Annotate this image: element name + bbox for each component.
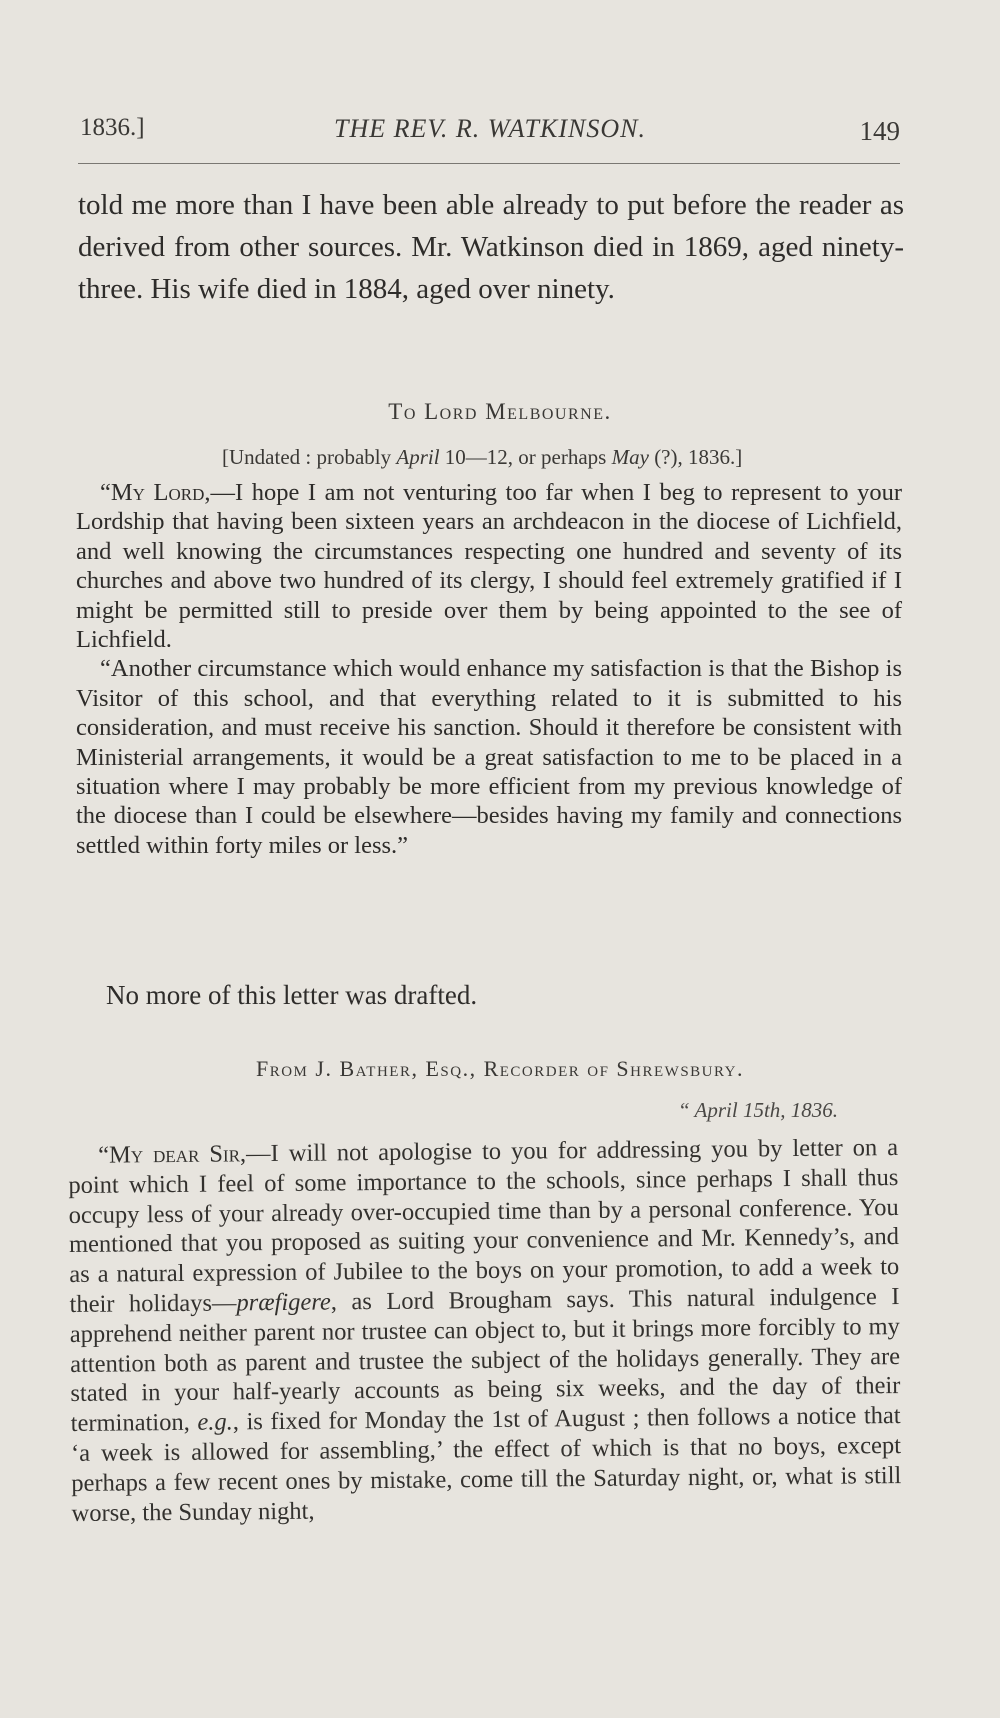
date-month-april: April [396,445,440,469]
letter2-paragraph: “My dear Sir,—I will not apologise to you for addressing you by letter on a point which I feel of some importance to the schools, since perhaps I shall thus occupy less of your already over-occupied time than by a personal conference. You mentioned that you proposed as suiting your convenience and Mr. Kennedy’s, and as a natural expression of Jubilee to the boys on your promotion, to add a week to their holidays—præfigere, as Lord Brougham says. This natural indulgence I apprehend neither parent nor trustee can object to, but it brings more forcibly to my attention both as parent and trustee the subject of the holidays generally. They are stated in your half-yearly accounts as being six weeks, and the day of their termination, e.g., is fixed for Monday the 1st of August ; then follows a notice that ‘a week is allowed for assembling,’ the effect of which is that no boys, except perhaps a few recent ones by mistake, come till the Saturday night, or, what is still worse, the Sunday night, [68,1134,902,1527]
header-rule [78,163,900,164]
intro-paragraph: told me more than I have been able already to put before the reader as derived from other sources. Mr. Watkinson died in 1869, aged ninety-three. His wife died in 1884, aged over ninety. [78,189,904,305]
letter2-body [68,1133,902,1528]
letter1-p1-text: —I hope I am not venturing too far when I beg to represent to your Lordship that having been sixteen years an archdeacon in the diocese of Lichfield, and well knowing the circumstances respecting one hundred and seventy of its churches and above two hundred of its clergy, I should feel extremely gratified if I might be permitted still to preside over them by being appointed to the see of Lichfield. [76,479,903,654]
letter1-body [76,478,902,860]
date-middle: 10—12, or perhaps [439,445,612,469]
letter1-heading: To Lord Melbourne. [388,399,612,424]
date-suffix: (?), 1836.] [648,445,743,469]
date-month-may: May [611,445,649,469]
letter1-salutation: My Lord, [110,479,211,506]
letter2-text-2: , as Lord Brougham says. This natural indulgence I apprehend neither parent nor trustee can object to, but it brings more forcibly to my attention both as parent and trustee the subject of the holidays generally. They are stated in your half-yearly accounts as being six weeks, and the day of their termination, [69,1283,901,1438]
letter2-dateline: “ April 15th, 1836. [678,1098,839,1122]
letter2-heading: From J. Bather, Esq., Recorder of Shrewsbury. [255,1056,745,1081]
editorial-note: No more of this letter was drafted. [106,980,478,1010]
page-number: 149 [859,116,900,146]
latin-word: præfigere [236,1288,331,1317]
letter1-paragraph-2: “Another circumstance which would enhance my satisfaction is that the Bishop is Visitor of this school, and that everything related to it is submitted to his consideration, and must receive his sanction. Should it therefore be consistent with Ministerial arrangements, it would be a great satisfaction to me to be placed in a situation where I may probably be more efficient from my previous knowledge of the diocese than I could be elsewhere—besides having my family and connections settled within forty miles or less.” [76,655,902,859]
letter1-paragraph-1: “My Lord,—I hope I am not venturing too far when I beg to represent to your Lordship that having been sixteen years an archdeacon in the diocese of Lichfield, and well knowing the circumstances respecting one hundred and seventy of its churches and above two hundred of its clergy, I should feel extremely gratified if I might be permitted still to preside over them by being appointed to the see of Lichfield. [76,479,903,654]
date-prefix: [Undated : probably [222,445,397,469]
running-header [80,110,900,150]
abbrev-eg: e.g. [197,1408,233,1436]
running-title: THE REV. R. WATKINSON. [334,114,646,143]
letter2-text-3: , is fixed for Monday the 1st of August ; then follows a notice that ‘a week is allowed for assembling,’ the effect of which is that no boys, except perhaps a few recent ones by mistake, come till the Saturday night, or, what is still worse, the Sunday night, [70,1402,902,1527]
header-year: 1836.] [80,114,145,141]
letter2-text-1: —I will not apologise to you for addressing you by letter on a point which I feel of some importance to the schools, since perhaps I shall thus occupy less of your already over-occupied time than by a personal conference. You mentioned that you proposed as suiting your convenience and Mr. Kennedy’s, and as a natural expression of Jubilee to the boys on your promotion, to add a week to their holidays— [68,1134,900,1318]
letter2-salutation: My dear Sir, [108,1140,247,1169]
letter1-dateline [222,445,742,470]
